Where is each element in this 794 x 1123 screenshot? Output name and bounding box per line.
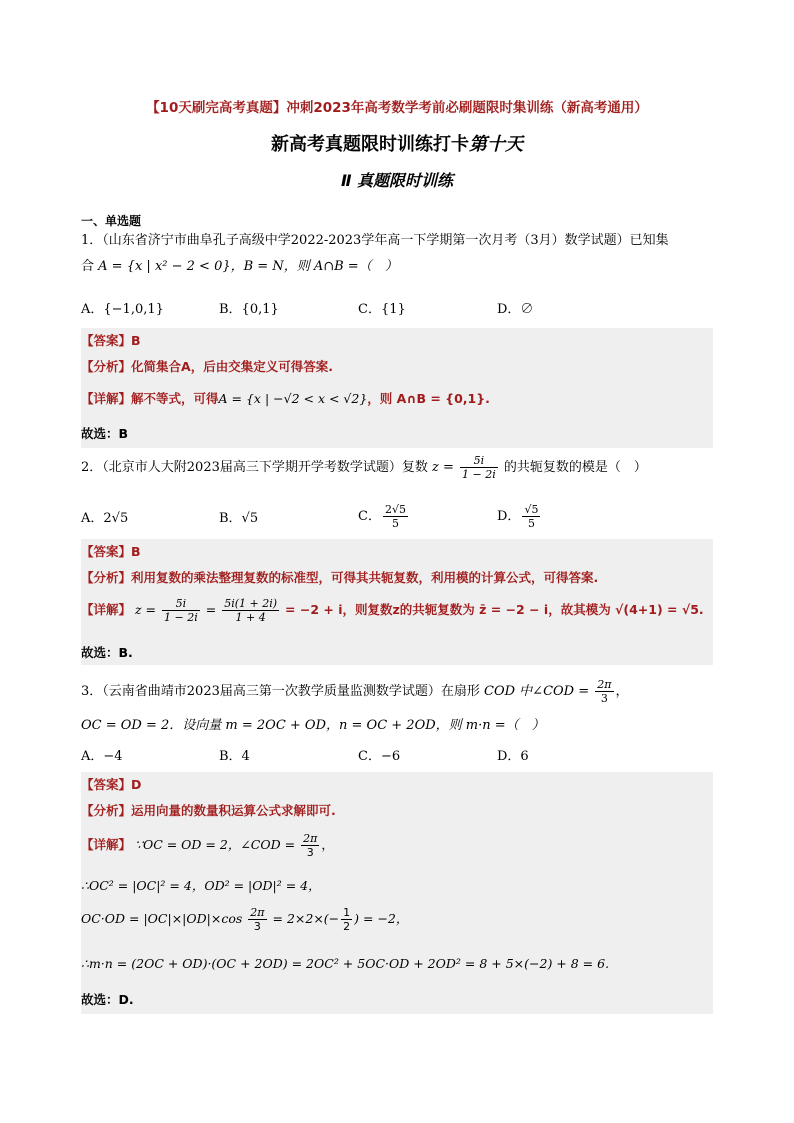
detail-label: 【详解】 (81, 602, 132, 617)
option-d-numerator: √5 (524, 503, 539, 516)
detail-row (81, 597, 704, 624)
answer-box-2 (81, 539, 713, 665)
question-2-options (81, 503, 721, 530)
analysis-text: 利用复数的乘法整理复数的标准型，可得其共轭复数，利用模的计算公式，可得答案. (131, 570, 599, 585)
page-subtitle: Ⅱ 真题限时训练 (340, 171, 454, 190)
detail1-text: ∵OC = OD = 2，∠COD = (135, 837, 296, 852)
detail-frac2-num: 5i(1 + 2i) (224, 597, 278, 610)
question-1-prefix: 合 (81, 259, 95, 274)
question-3-angle: 中∠COD = (519, 684, 590, 699)
detail-row-2: ∴OC² = |OC|² = 4，OD² = |OD|² = 4， (81, 878, 321, 893)
analysis-text: 运用向量的数量积运算公式求解即可. (131, 803, 336, 818)
option-b[interactable]: B．4 (219, 749, 250, 764)
option-b[interactable]: B．{0,1} (219, 302, 279, 317)
conclusion-row: 故选：B (81, 426, 129, 441)
question-3-cod: COD (484, 684, 516, 699)
question-3-text: 3．（云南省曲靖市2023届高三第一次教学质量监测数学试题）在扇形 (81, 684, 480, 699)
option-c-denominator: 5 (391, 517, 399, 530)
analysis-row (81, 568, 598, 586)
answer-box-1 (81, 328, 713, 448)
answer-row (81, 331, 141, 349)
title-main: 新高考真题限时训练打卡 (271, 134, 469, 155)
detail-text: = −2 + i，则复数z的共轭复数为 z̄ = −2 − i，故其模为 √(4+1) = √5. (285, 602, 704, 617)
conclusion-row: 故选：D. (81, 992, 134, 1007)
detail-text: 解不等式，可得 (131, 391, 219, 406)
analysis-text: 化简集合A，后由交集定义可得答案. (131, 359, 333, 374)
question-1-line2 (81, 257, 721, 277)
answer-box-3 (81, 772, 713, 1014)
option-d-denominator: 5 (527, 517, 535, 530)
answer-label: 【答案】 (81, 333, 132, 348)
question-2 (81, 454, 721, 481)
detail-row-3 (81, 906, 408, 933)
option-c[interactable]: C． $\frac{2√5}{5}$ (358, 503, 406, 530)
detail-text-end: ，则 A∩B = {0,1}. (367, 391, 490, 406)
question-3-line2: OC = OD = 2．设向量 m = 2OC + OD，n = OC + 2OD，则 m·n =（ ） (81, 718, 545, 733)
fraction-denominator: 1 − 2i (462, 468, 496, 481)
option-c[interactable]: C．{1} (358, 302, 406, 317)
detail-equals: = (205, 602, 217, 617)
question-1-options (81, 298, 721, 322)
analysis-label: 【分析】 (81, 359, 132, 374)
detail-z: z = (135, 602, 157, 617)
question-3-options (81, 745, 721, 769)
option-d[interactable]: D． $\frac{√5}{5}$ (497, 503, 539, 530)
option-a[interactable]: A．{−1,0,1} (81, 302, 164, 317)
answer-label: 【答案】 (81, 777, 132, 792)
detail-label: 【详解】 (81, 837, 132, 852)
detail-math: A = {x | −√2 < x < √2} (218, 391, 368, 406)
detail3-half-num: 1 (343, 906, 351, 919)
detail3-text: OC·OD = |OC|×|OD|×cos (81, 911, 243, 926)
question-2-z: z = (432, 460, 454, 475)
question-2-text: 2．（北京市人大附2023届高三下学期开学考数学试题）复数 (81, 460, 428, 475)
analysis-row (81, 801, 336, 819)
detail1-num: 2π (303, 832, 318, 845)
series-header: 【10天刷完高考真题】冲刺2023年高考数学考前必刷题限时集训练（新高考通用） (146, 100, 648, 116)
analysis-label: 【分析】 (81, 570, 132, 585)
question-1 (81, 231, 721, 277)
option-c[interactable]: C．−6 (358, 749, 401, 764)
detail3-half-den: 2 (343, 920, 351, 933)
analysis-row (81, 357, 333, 375)
detail-row (81, 389, 490, 407)
option-a[interactable]: A．2√5 (81, 511, 129, 526)
conclusion-row: 故选：B. (81, 645, 133, 660)
question-2-text-end: 的共轭复数的模是（ ） (503, 460, 647, 475)
option-c-numerator: 2√5 (384, 503, 406, 516)
answer-row (81, 775, 141, 793)
answer-value: B (131, 333, 141, 348)
detail1-den: 3 (306, 846, 314, 859)
detail3-mid: = 2×2×(− (272, 911, 340, 926)
title-day: 第十天 (469, 134, 523, 155)
angle-numerator: 2π (597, 678, 612, 691)
detail3-num: 2π (250, 906, 265, 919)
analysis-label: 【分析】 (81, 803, 132, 818)
detail-frac1-num: 5i (162, 597, 200, 611)
answer-label: 【答案】 (81, 544, 132, 559)
detail-row-4: ∴m·n = (2OC + OD)·(OC + 2OD) = 2OC² + 5OC·OD + 2OD² = 8 + 5×(−2) + 8 = 6. (81, 956, 610, 971)
angle-denominator: 3 (600, 692, 608, 705)
page-title (0, 130, 794, 156)
fraction-numerator: 5i (460, 454, 498, 468)
question-1-line1: 1．（山东省济宁市曲阜孔子高级中学2022-2023学年高一下学期第一次月考（3月）数学试题）已知集 (81, 233, 669, 248)
question-3: 3．（云南省曲靖市2023届高三第一次教学质量监测数学试题）在扇形 COD 中∠COD = $\frac{2\pi}{3}$ ， (81, 678, 629, 705)
option-d[interactable]: D．6 (497, 749, 529, 764)
detail3-den: 3 (253, 920, 261, 933)
question-2-fraction (460, 454, 498, 481)
section-heading: 一、单选题 (81, 214, 142, 228)
detail3-end: ) = −2， (354, 911, 409, 926)
detail-frac2-den: 1 + 4 (235, 611, 266, 624)
answer-value: D (131, 777, 142, 792)
option-d[interactable]: D．∅ (497, 302, 534, 317)
question-1-math: A = {x | x² − 2 < 0}，B = N，则 A∩B =（ ） (98, 259, 398, 274)
option-b[interactable]: B．√5 (219, 511, 259, 526)
detail-frac1-den: 1 − 2i (164, 611, 198, 624)
answer-row (81, 542, 141, 560)
detail-row-1: 【详解】 ∵OC = OD = 2，∠COD = $\frac{2\pi}{3}$ ， (81, 832, 334, 859)
answer-value: B (131, 544, 141, 559)
option-a[interactable]: A．−4 (81, 749, 123, 764)
detail-label: 【详解】 (81, 391, 132, 406)
